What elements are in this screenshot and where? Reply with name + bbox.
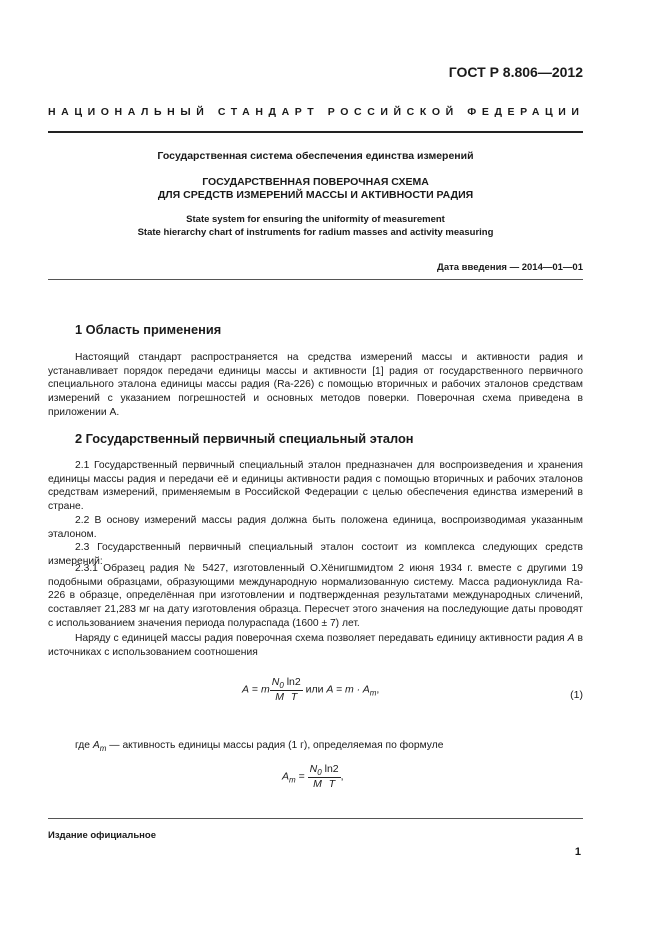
page-number: 1 xyxy=(574,846,581,858)
section-1-paragraph: Настоящий стандарт распространяется на средства измерений массы и активности радия и устанавливает порядок передачи единицы массы и активности [1] радия от государственного первичного специального эталона единицы массы радия (Ra-226) с помощью вторичных и рабочих эталонов средствам измерений с указанием погрешностей и основных методов поверки. Поверочная схема приведена в приложении А. xyxy=(48,352,583,418)
where-line: где $A_m$ — активность единицы массы радия (1 г), определяемая по формуле xyxy=(75,740,444,754)
formula-1-number: (1) xyxy=(570,689,583,701)
document-number: ГОСТ Р 8.806—2012 xyxy=(448,64,583,80)
section-2-heading: 2 Государственный первичный специальный эталон xyxy=(75,431,414,446)
main-title-line-1: ГОСУДАРСТВЕННАЯ ПОВЕРОЧНАЯ СХЕМА xyxy=(202,176,429,188)
english-title-line-1: State system for ensuring the uniformity of measurement xyxy=(186,214,445,225)
national-standard-banner: НАЦИОНАЛЬНЫЙ СТАНДАРТ РОССИЙСКОЙ ФЕДЕРАЦИИ xyxy=(48,106,585,118)
english-title-line-2: State hierarchy chart of instruments for radium masses and activity measuring xyxy=(137,227,494,238)
paragraph-2-3-1: 2.3.1 Образец радия № 5427, изготовленный О.Хёнигшмидтом 2 июня 1934 г. вместе с другими 19 подобными образцами, образующими международную нормализованную систему. Масса радионуклида Ra-226 в образце, определённая при изготовлении и подтвержденная результатами международных сличений, составляет 21,283 мг на дату изготовления образца. Пересчет этого значения на последующие даты проводят с использованием значения периода полураспада (1600 ± 7) лет. xyxy=(48,563,583,629)
introduction-date: Дата введения — 2014—01—01 xyxy=(437,262,583,273)
section-1-heading: 1 Область применения xyxy=(75,322,222,337)
formula-1: A = m $\frac{N_0 \ln 2}{\text{M T}}$ или $A = m \cdot A_m$, xyxy=(242,676,380,704)
title-divider xyxy=(48,279,583,280)
system-title: Государственная система обеспечения единства измерений xyxy=(157,150,474,162)
header-divider xyxy=(48,131,583,133)
paragraph-2-3: 2.3 Государственный первичный специальный эталон состоит из комплекса следующих средств измерений: xyxy=(48,542,583,567)
footer-divider xyxy=(48,818,583,819)
paragraph-2-2: 2.2 В основу измерений массы радия должна быть положена единица, воспроизводимая указанным эталоном. xyxy=(48,515,583,540)
formula-2: $A_m$ = $\frac{N_0 \ln 2}{\text{M T}}$ , xyxy=(282,763,344,791)
paragraph-2-1: 2.1 Государственный первичный специальный эталон предназначен для воспроизведения и хранения единицы массы радия и передачи её и единицы активности радия с помощью вторичных и рабочих эталонов средствам измерений, применяемым в Российской Федерации с целью обеспечения единства измерений в стране. xyxy=(48,460,583,513)
official-edition-label: Издание официальное xyxy=(48,830,156,841)
paragraph-activity: Наряду с единицей массы радия поверочная схема позволяет передавать единицу активности радия A в источниках с использованием соотношения xyxy=(48,633,583,658)
formula-1-fraction: $\frac{N_0 \ln 2}{\text{M T}}$ xyxy=(271,676,301,704)
formula-2-fraction: $\frac{N_0 \ln 2}{\text{M T}}$ xyxy=(309,763,339,791)
main-title-line-2: ДЛЯ СРЕДСТВ ИЗМЕРЕНИЙ МАССЫ И АКТИВНОСТИ РАДИЯ xyxy=(157,189,474,201)
